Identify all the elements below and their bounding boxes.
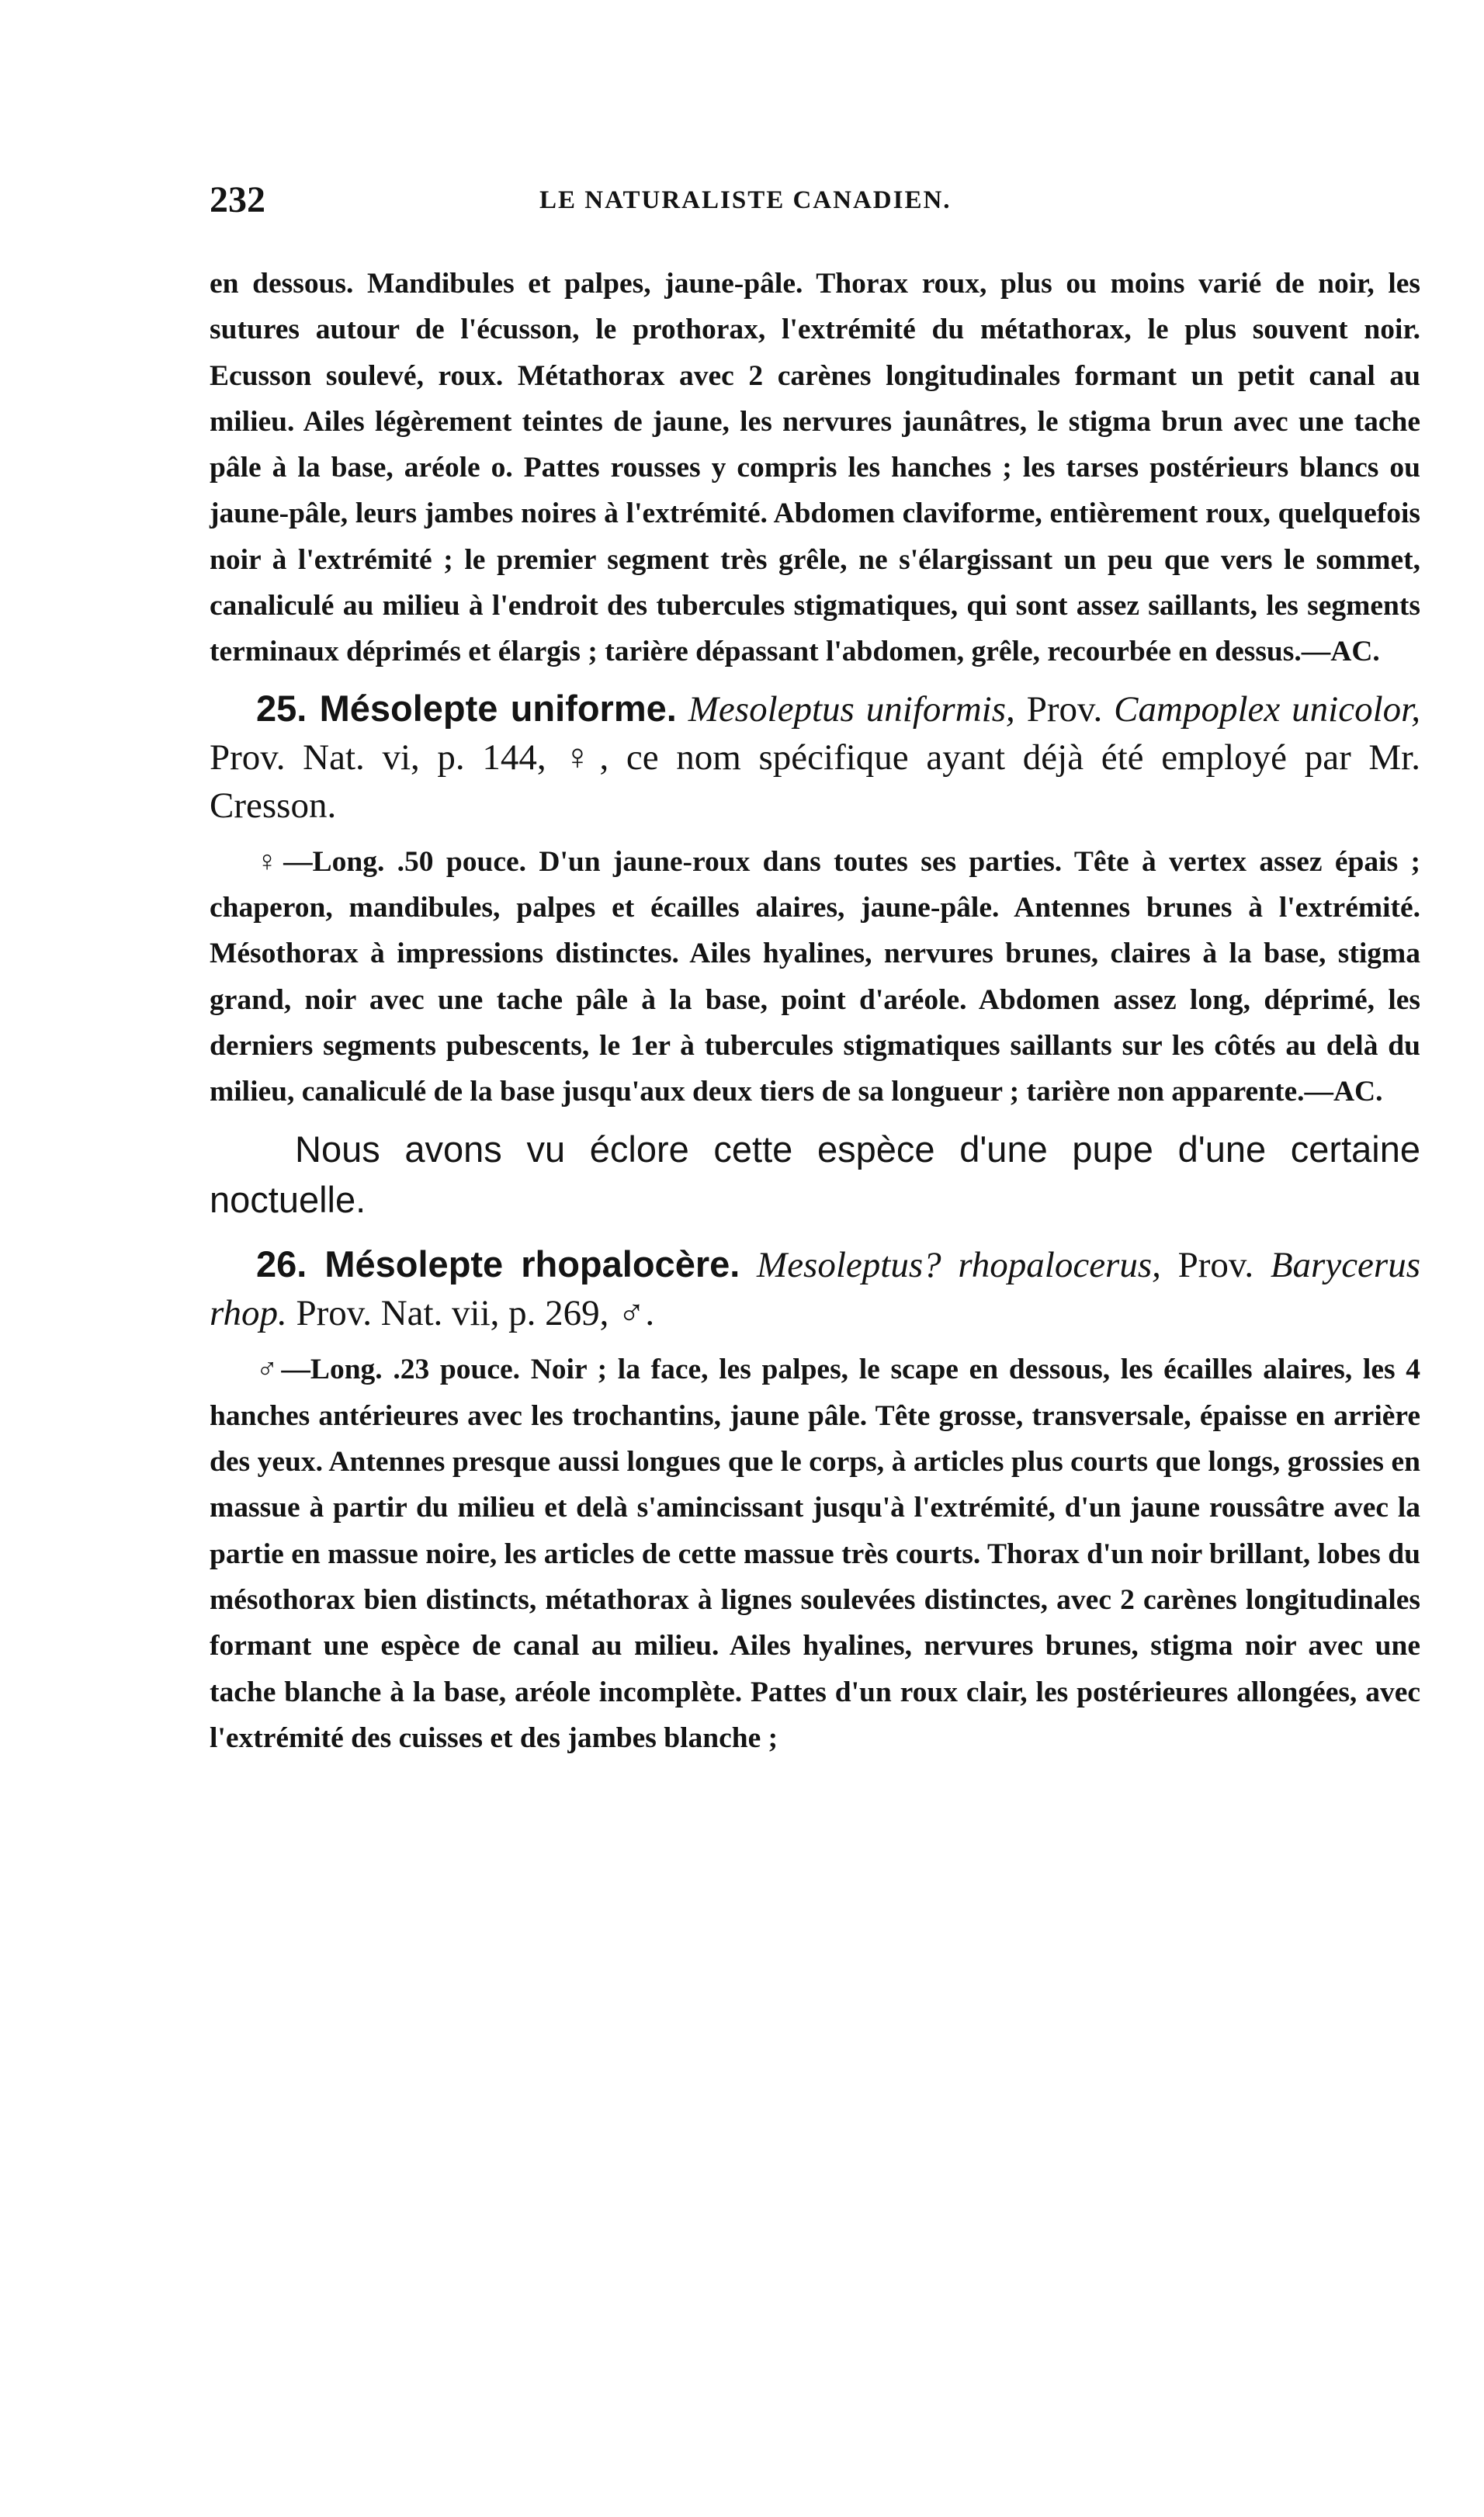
species-author: Prov. [1026, 688, 1103, 730]
page-number: 232 [210, 179, 265, 220]
species-number-name: 25. Mésolepte uniforme. [256, 687, 677, 729]
species-reference: Prov. Nat. vii, p. 269, ♂. [296, 1293, 655, 1334]
paragraph-description-continued: en dessous. Mandibules et palpes, jaune-pâle. Thorax roux, plus ou moins varié de noir, les sutures autour de l'écusson, le prothorax, l'extrémité du métathorax, le plus souvent noir. Ecusson soulevé, roux. Métathorax avec 2 carènes longitudinales formant un petit canal au milieu. Ailes légèrement teintes de jaune, les nervures jaunâtres, le stigma brun avec une tache pâle à la base, aréole o. Pattes rousses y compris les hanches ; les tarses postérieurs blancs ou jaune-pâle, leurs jambes noires à l'extrémité. Abdomen claviforme, entièrement roux, quelquefois noir à l'extrémité ; le premier segment très grêle, ne s'élargissant un peu que vers le sommet, canaliculé au milieu à l'endroit des tubercules stigmatiques, qui sont assez saillants, les segments terminaux déprimés et élargis ; tarière dépassant l'abdomen, grêle, recourbée en dessus.—AC. [210, 268, 1420, 668]
paragraph-description-25: ♀—Long. .50 pouce. D'un jaune-roux dans toutes ses parties. Tête à vertex assez épais ; chaperon, mandibules, palpes et écailles alaires, jaune-pâle. Antennes brunes à l'extrémité. Mésothorax à impressions distinctes. Ailes hyalines, nervures brunes, claires à la base, stigma grand, noir avec une tache pâle à la base, point d'aréole. Abdomen assez long, déprimé, les derniers segments pubescents, le 1er à tubercules stigmatiques saillants sur les côtés au delà du milieu, canaliculé de la base jusqu'aux deux tiers de sa longueur ; tarière non apparente.—AC. [210, 845, 1420, 1108]
species-heading-25 [210, 685, 1420, 830]
paragraph-note: Nous avons vu éclore cette espèce d'une pupe d'une certaine noctuelle. [210, 1128, 1420, 1221]
species-heading-26 [210, 1240, 1420, 1337]
running-head [210, 179, 1420, 233]
species-reference: Prov. Nat. vi, p. 144, ♀, ce nom spécifique ayant déjà été employé par Mr. Cresson. [210, 737, 1420, 826]
species-synonym: Campoplex unicolor, [1114, 688, 1420, 730]
species-latin-name: Mesoleptus uniformis, [688, 688, 1015, 730]
running-title: LE NATURALISTE CANADIEN. [539, 186, 952, 214]
species-number-name: 26. Mésolepte rhopalocère. [256, 1243, 740, 1285]
book-page [210, 179, 1420, 1761]
species-latin-name: Mesoleptus? rhopalocerus, [757, 1245, 1161, 1286]
species-synonym: Barycerus rhop. [210, 1245, 1420, 1334]
paragraph-description-26: ♂—Long. .23 pouce. Noir ; la face, les palpes, le scape en dessous, les écailles alaires, les 4 hanches antérieures avec les trochantins, jaune pâle. Tête grosse, transversale, épaisse en arrière des yeux. Antennes presque aussi longues que le corps, à articles plus courts que longs, grossies en massue à partir du milieu et delà s'amincissant jusqu'à l'extrémité, d'un jaune roussâtre avec la partie en massue noire, les articles de cette massue très courts. Thorax d'un noir brillant, lobes du mésothorax bien distincts, métathorax à lignes soulevées distinctes, avec 2 carènes longitudinales formant une espèce de canal au milieu. Ailes hyalines, nervures brunes, stigma noir avec une tache blanche à la base, aréole incomplète. Pattes d'un roux clair, les postérieures allongées, avec l'extrémité des cuisses et des jambes blanche ; [210, 1354, 1420, 1754]
species-author: Prov. [1177, 1245, 1254, 1286]
